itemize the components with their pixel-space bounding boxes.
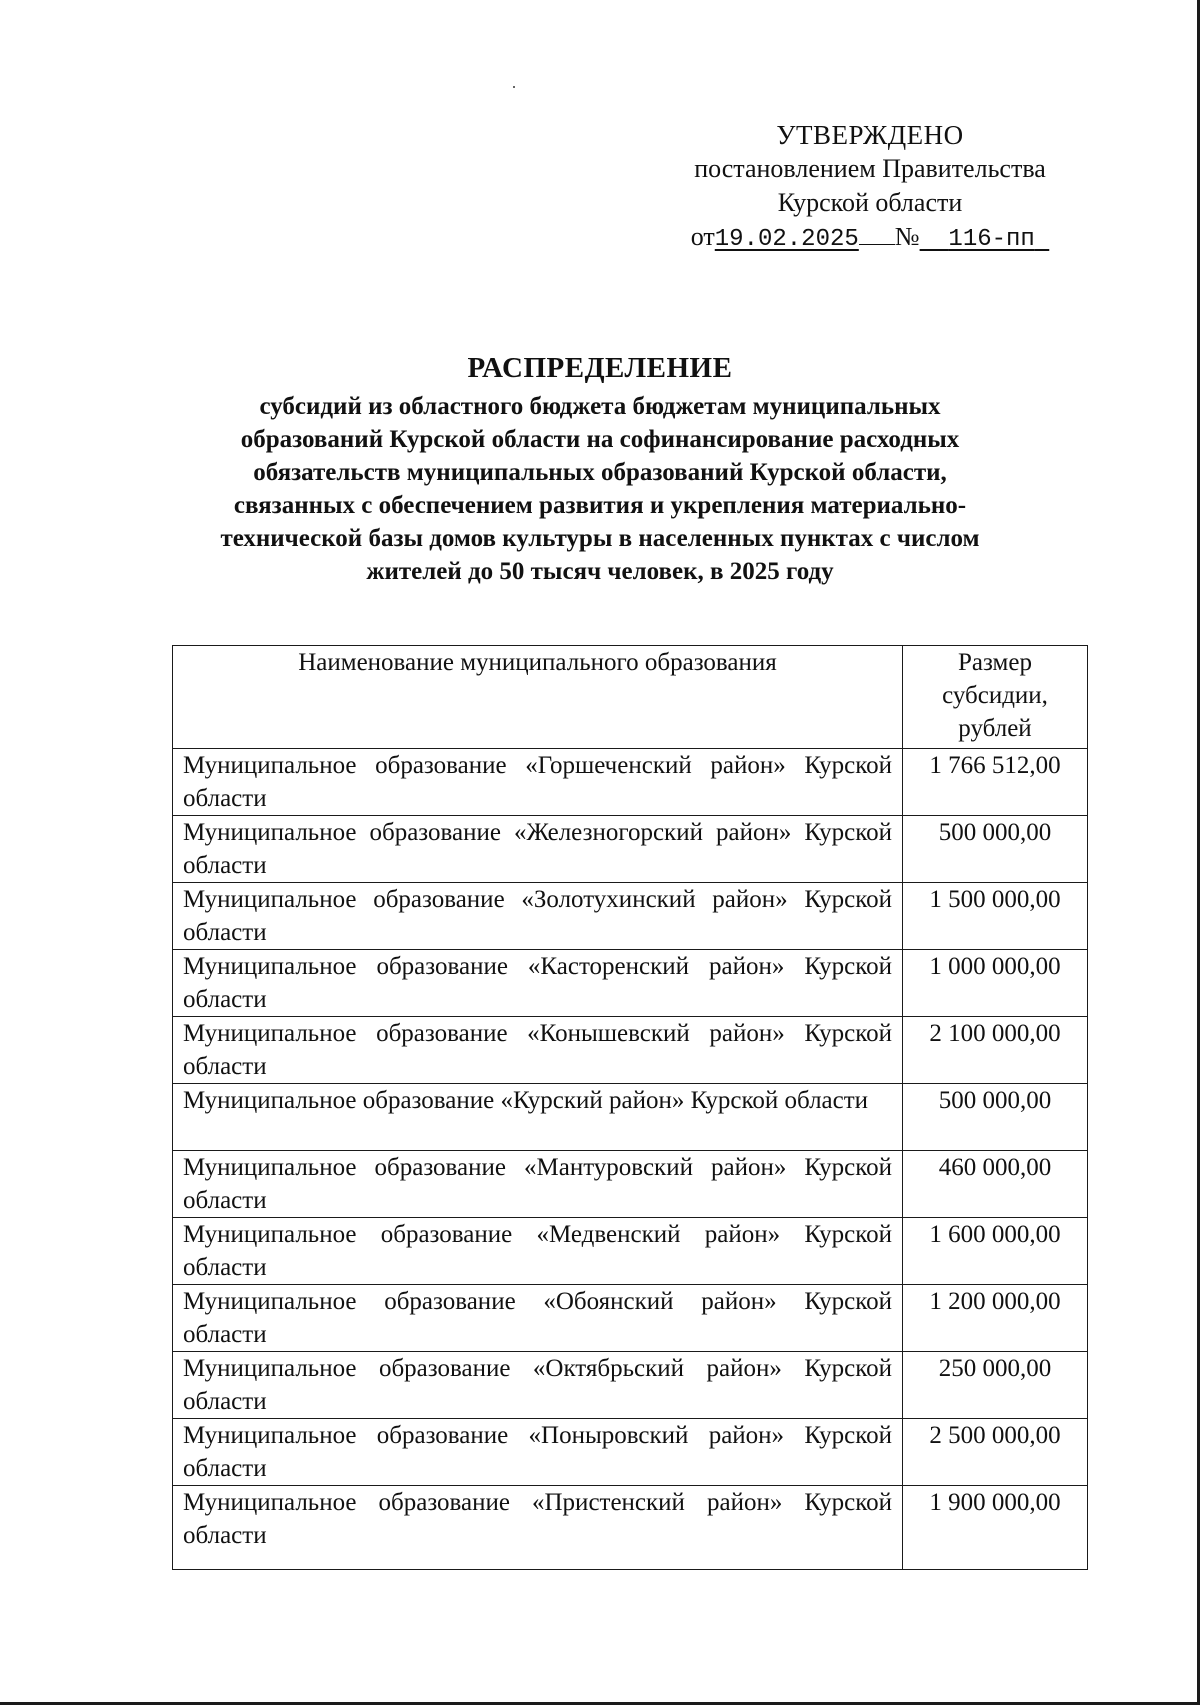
municipality-name: Муниципальное образование «Поныровский район» Курской области: [173, 1419, 903, 1486]
number-prefix: №: [894, 222, 920, 251]
municipality-name: Муниципальное образование «Железногорский район» Курской области: [173, 816, 903, 883]
column-header-amount: Размер субсидии, рублей: [903, 646, 1088, 749]
subsidy-amount: 1 000 000,00: [903, 950, 1088, 1017]
table-row: [173, 1218, 1088, 1285]
subsidy-amount: 1 900 000,00: [903, 1486, 1088, 1570]
table-row: [173, 816, 1088, 883]
table-row: [173, 1285, 1088, 1352]
document-heading: [130, 348, 1070, 588]
municipality-name: Муниципальное образование «Касторенский район» Курской области: [173, 950, 903, 1017]
table-row: [173, 1486, 1088, 1570]
subsidy-table-container: [172, 645, 1087, 1570]
subsidy-amount: 2 100 000,00: [903, 1017, 1088, 1084]
table-row: [173, 749, 1088, 816]
table-row: [173, 1084, 1088, 1151]
subsidy-amount: 1 766 512,00: [903, 749, 1088, 816]
approval-date: 19.02.2025: [714, 226, 859, 253]
table-row: [173, 1352, 1088, 1419]
approval-stamp: [660, 118, 1080, 257]
subsidy-amount: 460 000,00: [903, 1151, 1088, 1218]
subtitle-line: обязательств муниципальных образований Курской области,: [253, 459, 947, 486]
municipality-name: Муниципальное образование «Золотухинский район» Курской области: [173, 883, 903, 950]
approval-line-2: Курской области: [777, 188, 963, 217]
table-row: [173, 1419, 1088, 1486]
table-row: [173, 883, 1088, 950]
municipality-name: Муниципальное образование «Курский район» Курской области: [173, 1084, 903, 1151]
subsidy-amount: 1 200 000,00: [903, 1285, 1088, 1352]
table-row: [173, 1151, 1088, 1218]
approval-line-1: постановлением Правительства: [694, 154, 1046, 183]
date-prefix: от: [690, 222, 715, 251]
subsidy-amount: 500 000,00: [903, 1084, 1088, 1151]
municipality-name: Муниципальное образование «Горшеченский район» Курской области: [173, 749, 903, 816]
date-underline-gap: [859, 220, 895, 245]
municipality-name: Муниципальное образование «Медвенский район» Курской области: [173, 1218, 903, 1285]
subtitle-line: жителей до 50 тысяч человек, в 2025 году: [366, 558, 834, 585]
approval-number: 116-пп: [948, 226, 1035, 253]
approval-title: УТВЕРЖДЕНО: [776, 120, 964, 150]
municipality-name: Муниципальное образование «Октябрьский район» Курской области: [173, 1352, 903, 1419]
subsidy-amount: 1 600 000,00: [903, 1218, 1088, 1285]
table-row: [173, 950, 1088, 1017]
municipality-name: Муниципальное образование «Мантуровский район» Курской области: [173, 1151, 903, 1218]
approval-date-line: [660, 220, 1080, 257]
subtitle-line: технической базы домов культуры в населенных пунктах с числом: [220, 525, 980, 552]
subsidy-amount: 2 500 000,00: [903, 1419, 1088, 1486]
document-title: РАСПРЕДЕЛЕНИЕ: [467, 352, 733, 384]
subtitle-line: субсидий из областного бюджета бюджетам муниципальных: [259, 393, 941, 420]
subsidy-amount: 250 000,00: [903, 1352, 1088, 1419]
subsidy-table: [172, 645, 1088, 1570]
municipality-name: Муниципальное образование «Обоянский район» Курской области: [173, 1285, 903, 1352]
subtitle-line: связанных с обеспечением развития и укрепления материально-: [233, 492, 967, 519]
column-header-municipality: Наименование муниципального образования: [173, 646, 903, 749]
subtitle-line: образований Курской области на софинансирование расходных: [240, 426, 960, 453]
subsidy-amount: 1 500 000,00: [903, 883, 1088, 950]
scan-speck: [513, 86, 515, 88]
municipality-name: Муниципальное образование «Конышевский район» Курской области: [173, 1017, 903, 1084]
document-subtitle: [130, 390, 1070, 588]
municipality-name: Муниципальное образование «Пристенский район» Курской области: [173, 1486, 903, 1570]
subsidy-amount: 500 000,00: [903, 816, 1088, 883]
table-row: [173, 1017, 1088, 1084]
table-header-row: [173, 646, 1088, 749]
